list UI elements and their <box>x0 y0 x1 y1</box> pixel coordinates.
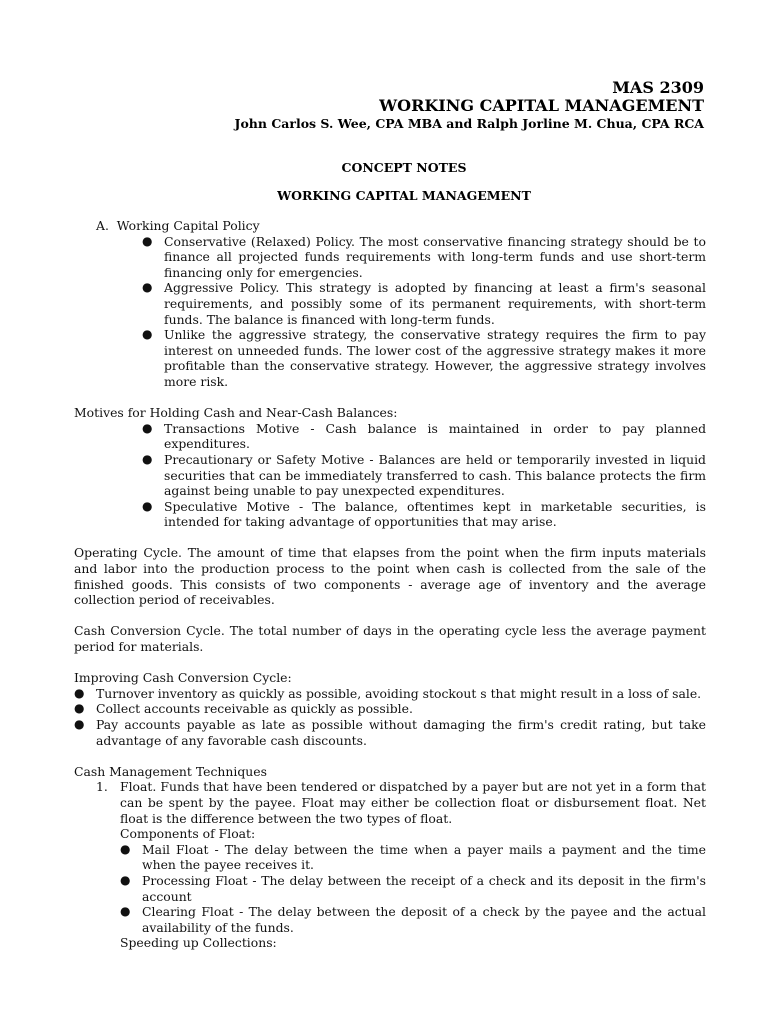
section-title: Working Capital Policy <box>116 218 260 233</box>
list-item <box>120 872 706 904</box>
list-item <box>142 420 706 452</box>
bullet-icon: ● <box>120 904 131 919</box>
bullet-icon: ● <box>120 841 131 856</box>
float-text: Float. Funds that have been tendered or dispatched by a payer but are not yet in a form that can be spent by the payee. Float may either be collection float or disbursement float. Net float is the difference between the two types of float. <box>120 779 706 826</box>
bullet-icon: ● <box>74 717 85 731</box>
list-item-text: Pay accounts payable as late as possible without damaging the firm's credit rating, but take advantage of any favorable cash discounts. <box>96 717 706 748</box>
bullet-icon: ● <box>74 685 85 700</box>
course-code: MAS 2309 <box>612 78 704 97</box>
document-body <box>74 218 706 951</box>
bullet-icon: ● <box>120 872 131 887</box>
list-item <box>142 233 706 281</box>
authors-line: John Carlos S. Wee, CPA MBA and Ralph Jorline M. Chua, CPA RCA <box>234 116 704 131</box>
bullet-icon: ● <box>142 420 153 435</box>
bullet-icon: ● <box>142 498 153 513</box>
bullet-icon: ● <box>142 280 153 295</box>
list-item <box>120 841 706 873</box>
list-item-text: Turnover inventory as quickly as possible, avoiding stockout s that might result in a loss of sale. <box>96 685 702 701</box>
list-item <box>142 498 706 530</box>
components-of-float-title: Components of Float: <box>120 826 256 842</box>
list-item <box>142 280 706 327</box>
list-item <box>142 451 706 499</box>
list-item-text: Mail Float - The delay between the time when a payer mails a payment and the time when the payee receives it. <box>142 841 706 873</box>
operating-cycle-paragraph: Operating Cycle. The amount of time that elapses from the point when the firm inputs materials and labor into the production process to the point when cash is collected from the sale of the finished goods. This consists of two components - average age of inventory and the average collection period of receivables. <box>74 545 706 608</box>
list-item-text: Unlike the aggressive strategy, the conservative strategy requires the firm to pay interest on unneeded funds. The lower cost of the aggressive strategy makes it more profitable than the conservative strategy. However, the aggressive strategy involves more risk. <box>164 327 706 389</box>
bullet-icon: ● <box>142 451 153 466</box>
bullet-icon: ● <box>142 327 153 342</box>
list-item-text: Speculative Motive - The balance, oftentimes kept in marketable securities, is intended for taking advantage of opportunities that may arise. <box>164 498 706 530</box>
list-item <box>120 904 706 935</box>
cash-management-title: Cash Management Techniques <box>74 763 267 779</box>
bullet-icon: ● <box>74 701 85 716</box>
list-item-text: Precautionary or Safety Motive - Balances are held or temporarily invested in liquid securities that can be immediately transferred to cash. This balance protects the firm against being unable to pay unexpected expenditures. <box>164 451 706 499</box>
list-item <box>74 717 706 748</box>
document-title: WORKING CAPITAL MANAGEMENT <box>379 96 704 115</box>
working-capital-policy-title <box>74 218 706 234</box>
motives-title: Motives for Holding Cash and Near-Cash Balances: <box>74 405 398 421</box>
motives-list <box>74 421 706 530</box>
float-number: 1. <box>96 779 108 795</box>
list-item <box>142 327 706 389</box>
list-item <box>74 685 706 702</box>
float-item <box>74 779 706 826</box>
list-item-text: Processing Float - The delay between the receipt of a check and its deposit in the firm's account <box>142 872 706 904</box>
components-of-float-list <box>74 842 706 936</box>
list-item-text: Collect accounts receivable as quickly as possible. <box>96 701 413 717</box>
section-heading: WORKING CAPITAL MANAGEMENT <box>277 188 531 203</box>
cash-conversion-cycle-paragraph: Cash Conversion Cycle. The total number of days in the operating cycle less the average payment period for materials. <box>74 623 706 655</box>
section-letter: A. <box>96 218 109 233</box>
list-item-text: Clearing Float - The delay between the deposit of a check by the payee and the actual availability of the funds. <box>142 904 706 935</box>
list-item <box>74 701 706 717</box>
list-item-text: Aggressive Policy. This strategy is adopted by financing at least a firm's seasonal requirements, and possibly some of its permanent requirements, with short-term funds. The balance is financed with long-term funds. <box>164 280 706 327</box>
list-item-text: Transactions Motive - Cash balance is maintained in order to pay planned expenditures. <box>164 420 706 452</box>
working-capital-policy-list <box>74 234 706 390</box>
list-item-text: Conservative (Relaxed) Policy. The most conservative financing strategy should be to finance all projected funds requirements with long-term funds and use short-term financing only for emergencies. <box>164 233 706 280</box>
improving-ccc-list <box>74 686 706 748</box>
bullet-icon: ● <box>142 233 153 248</box>
speeding-up-collections-title: Speeding up Collections: <box>120 935 277 951</box>
improving-ccc-title: Improving Cash Conversion Cycle: <box>74 670 292 686</box>
concept-notes-heading: CONCEPT NOTES <box>341 160 467 175</box>
